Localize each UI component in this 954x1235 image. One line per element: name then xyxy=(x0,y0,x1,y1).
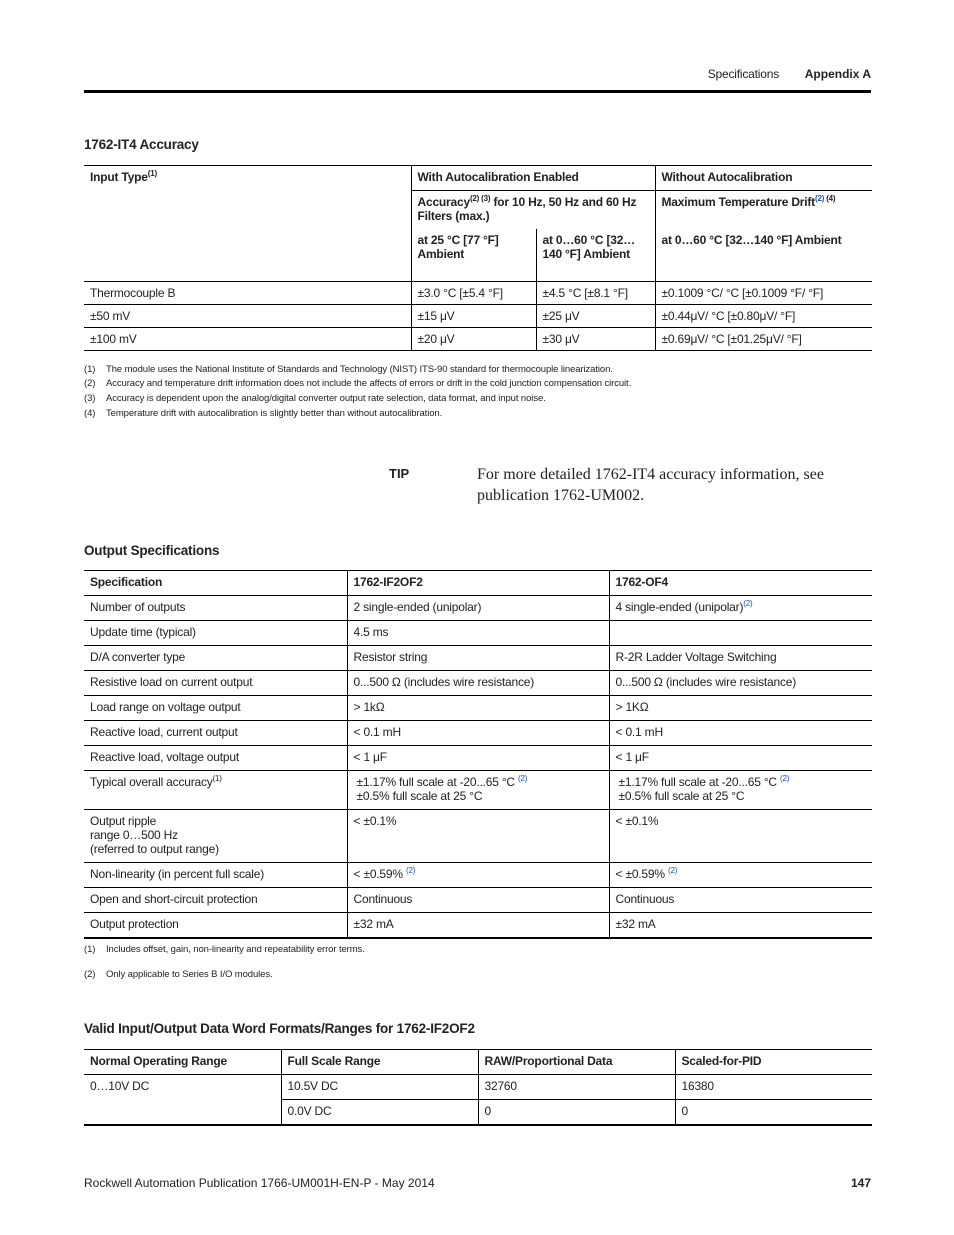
accuracy-title: 1762-IT4 Accuracy xyxy=(84,137,199,152)
header-specification: Specification xyxy=(84,571,347,596)
accuracy-footnote-2: (2) Accuracy and temperature drift information does not include the affects of errors or drift in the cold junction compensation circuit. xyxy=(84,378,632,389)
table-row: D/A converter type Resistor string R-2R Ladder Voltage Switching xyxy=(84,646,872,671)
table-row: Typical overall accuracy$^{(1)}$ ±1.17% full scale at -20...65 °C $^{(2)}$ ±0.5% full scale at 25 °C ±1.17% full scale at -20...65 °C $^{(2)}$ ±0.5% full scale at 25 °C xyxy=(84,771,872,810)
page-number: 147 xyxy=(850,1176,871,1190)
output-table xyxy=(84,570,872,939)
page-header xyxy=(84,66,871,93)
table-row: ±100 mV ±20 μV ±30 μV ±0.69μV/ °C [±01.25μV/ °F] xyxy=(84,328,872,351)
table-row: Open and short-circuit protection Continuous Continuous xyxy=(84,888,872,913)
header-normal-range: Normal Operating Range xyxy=(84,1050,281,1075)
table-row: Thermocouple B ±3.0 °C [±5.4 °F] ±4.5 °C [±8.1 °F] ±0.1009 °C/ °C [±0.1009 °F/ °F] xyxy=(84,282,872,305)
header-without-autocal: Without Autocalibration xyxy=(655,166,872,191)
table-row: ±50 mV ±15 μV ±25 μV ±0.44μV/ °C [±0.80μV/ °F] xyxy=(84,305,872,328)
formats-table xyxy=(84,1049,872,1126)
header-if2of2: 1762-IF2OF2 xyxy=(347,571,609,596)
header-scaled-pid: Scaled-for-PID xyxy=(675,1050,872,1075)
table-row: 0…10V DC 10.5V DC 32760 16380 xyxy=(84,1075,872,1100)
page-footer xyxy=(84,1176,871,1190)
accuracy-footnote-3: (3) Accuracy is dependent upon the analog/digital converter output rate selection, data format, and input noise. xyxy=(84,393,546,404)
footer-publication: Rockwell Automation Publication 1766-UM001H-EN-P - May 2014 xyxy=(84,1176,435,1190)
header-accuracy: Accuracy$^{(2) (3)}$ for 10 Hz, 50 Hz and 60 Hz Filters (max.) xyxy=(411,191,655,229)
table-row: Output protection ±32 mA ±32 mA xyxy=(84,913,872,938)
header-at-0-60: at 0…60 °C [32…140 °F] Ambient xyxy=(536,229,655,282)
header-section: Specifications xyxy=(707,67,779,81)
header-raw: RAW/Proportional Data xyxy=(478,1050,675,1075)
table-row: 0.0V DC 0 0 xyxy=(84,1100,872,1125)
header-of4: 1762-OF4 xyxy=(609,571,872,596)
accuracy-table xyxy=(84,165,872,351)
header-at-25: at 25 °C [77 °F] Ambient xyxy=(411,229,536,282)
header-full-scale: Full Scale Range xyxy=(281,1050,478,1075)
table-row: Load range on voltage output > 1kΩ > 1KΩ xyxy=(84,696,872,721)
output-footnote-1: (1) Includes offset, gain, non-linearity and repeatability error terms. xyxy=(84,944,365,955)
table-row: Number of outputs 2 single-ended (unipolar) 4 single-ended (unipolar)$^{(2)}$ xyxy=(84,596,872,621)
table-row: Reactive load, current output < 0.1 mH < 0.1 mH xyxy=(84,721,872,746)
tip-label: TIP xyxy=(389,466,410,481)
header-input-type: Input Type$^{(1)}$ xyxy=(84,166,411,282)
table-row: Resistive load on current output 0...500 Ω (includes wire resistance) 0...500 Ω (includes wire resistance) xyxy=(84,671,872,696)
accuracy-footnote-1: (1) The module uses the National Institute of Standards and Technology (NIST) ITS-90 standard for thermocouple linearization. xyxy=(84,364,613,375)
header-drift-0-60: at 0…60 °C [32…140 °F] Ambient xyxy=(655,229,872,282)
output-footnote-2: (2) Only applicable to Series B I/O modules. xyxy=(84,969,273,980)
table-row: Update time (typical) 4.5 ms xyxy=(84,621,872,646)
header-appendix: Appendix A xyxy=(804,67,871,81)
table-row: Non-linearity (in percent full scale) < ±0.59% $^{(2)}$ < ±0.59% $^{(2)}$ xyxy=(84,863,872,888)
table-row: Output ripple range 0…500 Hz (referred to output range) < ±0.1% < ±0.1% xyxy=(84,810,872,863)
header-with-autocal: With Autocalibration Enabled xyxy=(411,166,655,191)
table-row: Reactive load, voltage output < 1 μF < 1 μF xyxy=(84,746,872,771)
accuracy-footnote-4: (4) Temperature drift with autocalibration is slightly better than without autocalibration. xyxy=(84,408,443,419)
formats-title: Valid Input/Output Data Word Formats/Ranges for 1762-IF2OF2 xyxy=(84,1021,475,1036)
tip-text: For more detailed 1762-IT4 accuracy information, see publication 1762-UM002. xyxy=(477,466,824,504)
header-max-drift: Maximum Temperature Drift$^{(2)}$ $^{(4)}$ xyxy=(655,191,872,229)
output-title: Output Specifications xyxy=(84,543,220,558)
